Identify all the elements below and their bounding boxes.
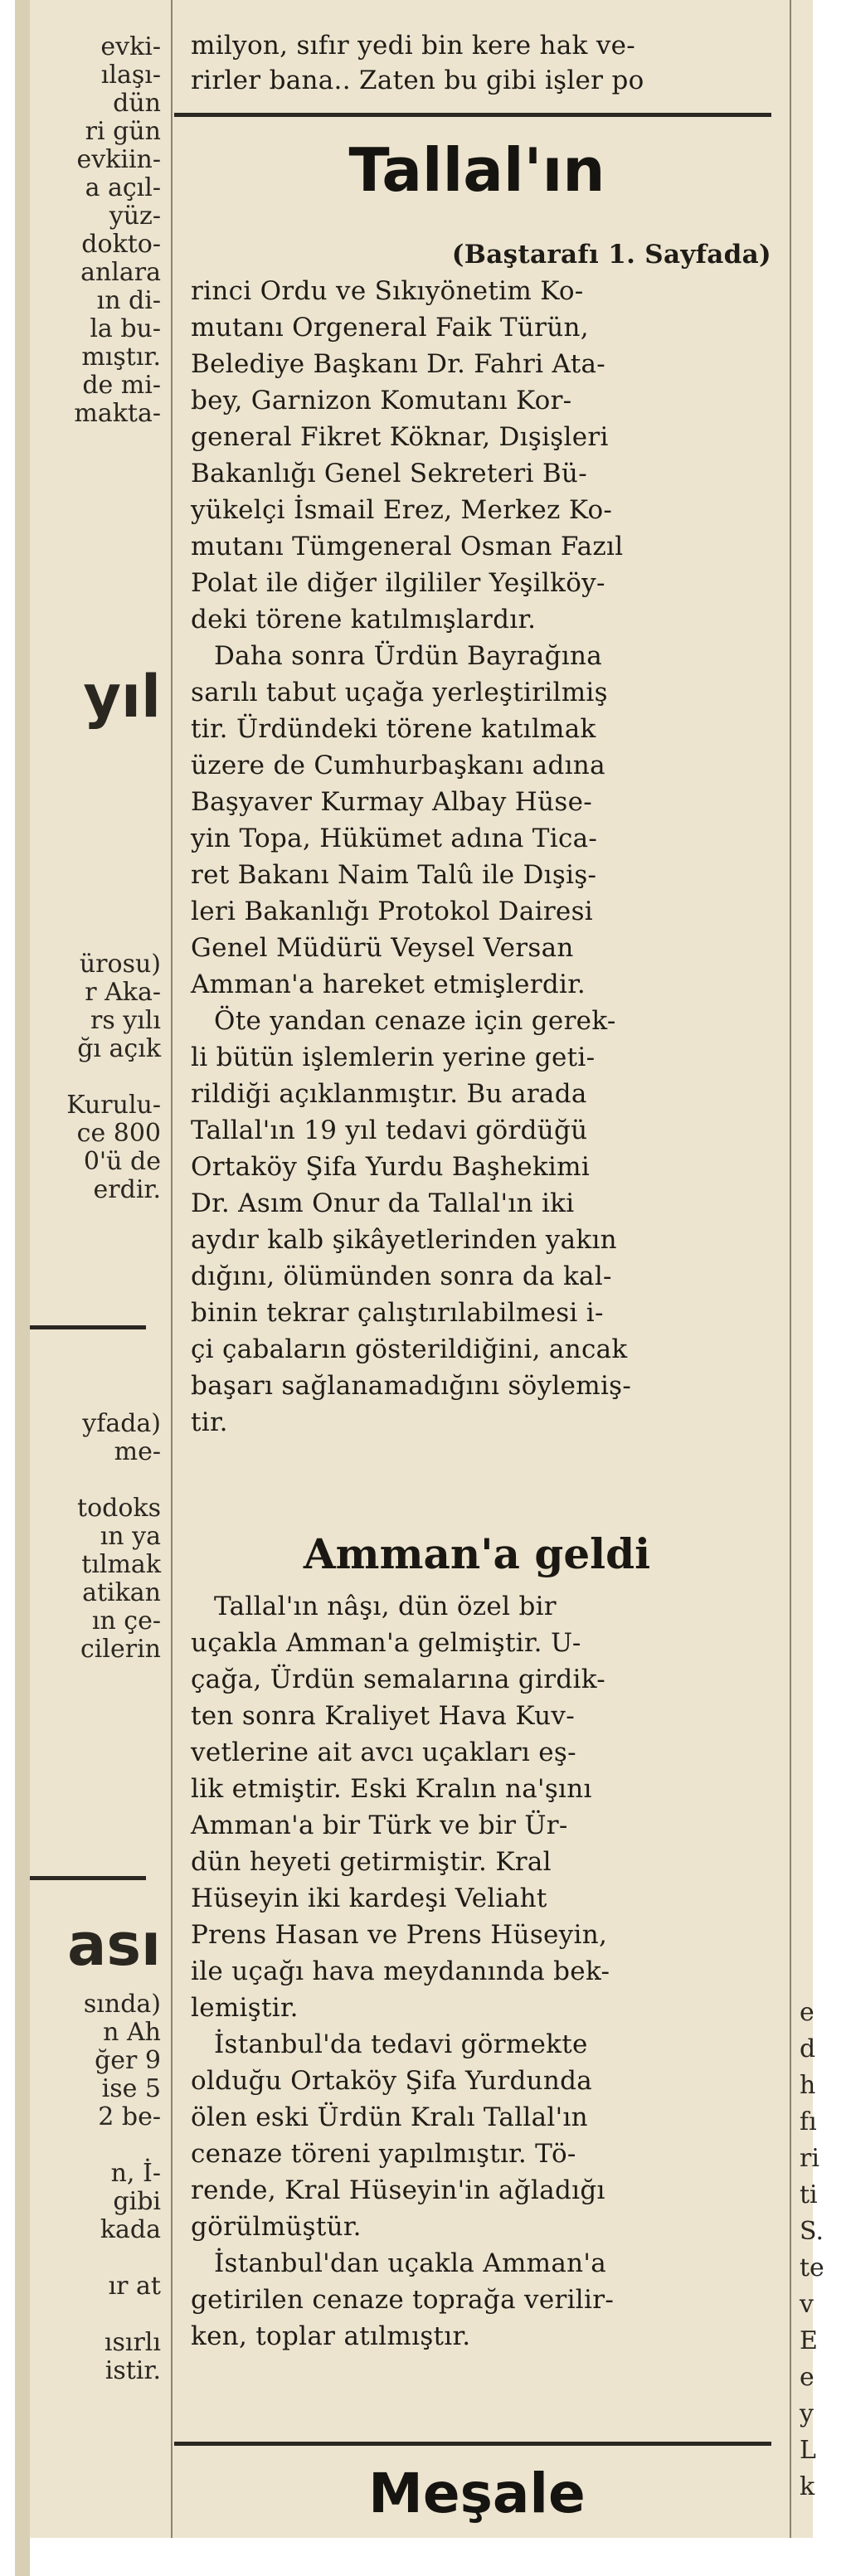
left-column-line: makta- bbox=[74, 399, 161, 428]
article-text-line: Genel Müdürü Veysel Versan bbox=[191, 933, 574, 963]
left-column-rule bbox=[30, 1876, 146, 1880]
left-column-line: ri gün bbox=[85, 117, 161, 146]
right-column-line: k bbox=[800, 2472, 815, 2501]
left-column-line: de mi- bbox=[82, 371, 161, 400]
right-column-line: te bbox=[800, 2253, 824, 2282]
article-text-line: getirilen cenaze toprağa verilir- bbox=[191, 2285, 615, 2315]
article-text-line: Tallal'ın 19 yıl tedavi gördüğü bbox=[191, 1115, 588, 1145]
article-text-line: ölen eski Ürdün Kralı Tallal'ın bbox=[191, 2102, 588, 2132]
article-text-line: üzere de Cumhurbaşkanı adına bbox=[191, 751, 605, 780]
article-text-line: lik etmiştir. Eski Kralın na'şını bbox=[191, 1774, 592, 1804]
right-column-line: e bbox=[800, 1998, 814, 2027]
article-text-line: bey, Garnizon Komutanı Kor- bbox=[191, 386, 572, 416]
article-text-line: Amman'a bir Türk ve bir Ür- bbox=[191, 1810, 568, 1840]
article-text-line: çi çabaların gösterildiğini, ancak bbox=[191, 1334, 628, 1364]
top-fragment-line: rirler bana.. Zaten bu gibi işler po bbox=[191, 66, 644, 95]
left-column-line: ın çe- bbox=[91, 1606, 161, 1636]
left-column-line: ılaşı- bbox=[100, 61, 161, 90]
left-column-line: ğer 9 bbox=[95, 2046, 161, 2075]
article-text-line: Ortaköy Şifa Yurdu Başhekimi bbox=[191, 1152, 591, 1182]
left-column-line: mıştır. bbox=[81, 343, 161, 372]
article-text-line: leri Bakanlığı Protokol Dairesi bbox=[191, 897, 594, 926]
article-text-line: ile uçağı hava meydanında bek- bbox=[191, 1956, 610, 1986]
left-column-line: ısırlı bbox=[104, 2328, 161, 2357]
right-column-line: fı bbox=[800, 2107, 817, 2136]
article-text-line: olduğu Ortaköy Şifa Yurdunda bbox=[191, 2066, 593, 2096]
bottom-rule bbox=[174, 2442, 771, 2446]
right-column-line: S. bbox=[800, 2217, 824, 2246]
article-text-line: rende, Kral Hüseyin'in ağladığı bbox=[191, 2175, 605, 2205]
left-column-line: ise 5 bbox=[101, 2074, 161, 2103]
top-fragment-line: milyon, sıfır yedi bin kere hak ve- bbox=[191, 31, 636, 61]
article-text-line: vetlerine ait avcı uçakları eş- bbox=[191, 1738, 576, 1767]
headline-rule bbox=[174, 113, 771, 117]
left-column-line: dokto- bbox=[81, 230, 161, 259]
left-heading-fragment: yıl bbox=[83, 663, 161, 731]
left-column-line: evki- bbox=[100, 32, 161, 61]
right-column-line: ti bbox=[800, 2180, 818, 2209]
left-column-line: me- bbox=[114, 1437, 161, 1466]
article-text-line: uçakla Amman'a gelmiştir. U- bbox=[191, 1628, 581, 1658]
left-heading-fragment: ası bbox=[67, 1911, 161, 1979]
left-column-line: tılmak bbox=[81, 1550, 161, 1579]
right-column-line: E bbox=[800, 2326, 818, 2355]
page-bottom-margin bbox=[30, 2538, 813, 2576]
left-column-line: kada bbox=[100, 2215, 161, 2244]
article-text-line: ken, toplar atılmıştır. bbox=[191, 2321, 471, 2351]
left-column-line: dün bbox=[113, 89, 161, 118]
left-column-line: la bu- bbox=[90, 314, 161, 343]
left-column-line: a açıl- bbox=[85, 173, 161, 202]
right-column-fragment bbox=[795, 0, 828, 2538]
article-text-line: Dr. Asım Onur da Tallal'ın iki bbox=[191, 1188, 575, 1218]
left-column-line: yüz- bbox=[109, 202, 161, 231]
right-column-line: L bbox=[800, 2436, 816, 2465]
article-text-line: Amman'a hareket etmişlerdir. bbox=[191, 970, 586, 999]
article-text-line: lemiştir. bbox=[191, 1993, 299, 2023]
article-text-line: rildiği açıklanmıştır. Bu arada bbox=[191, 1079, 587, 1109]
left-column-line: 0'ü de bbox=[83, 1147, 161, 1176]
article-text-line: Polat ile diğer ilgililer Yeşilköy- bbox=[191, 568, 605, 598]
article-text-line: yin Topa, Hükümet adına Tica- bbox=[191, 824, 598, 853]
left-column-rule bbox=[30, 1325, 146, 1329]
article-text-line: li bütün işlemlerin yerine geti- bbox=[191, 1043, 596, 1072]
right-column-line: v bbox=[800, 2290, 814, 2319]
article-text-line: Başyaver Kurmay Albay Hüse- bbox=[191, 787, 593, 817]
article-text-line: tir. bbox=[191, 1407, 228, 1437]
article-text-line: Daha sonra Ürdün Bayrağına bbox=[214, 641, 602, 671]
right-column-line: h bbox=[800, 2071, 816, 2100]
left-column-line: istir. bbox=[105, 2356, 161, 2385]
left-column-line: rs yılı bbox=[90, 1006, 161, 1035]
right-column-line: e bbox=[800, 2363, 814, 2392]
article-text-line: başarı sağlanamadığını söylemiş- bbox=[191, 1371, 632, 1401]
left-column-line: cilerin bbox=[80, 1635, 161, 1664]
left-column-line: evkiin- bbox=[76, 145, 161, 174]
right-column-line: d bbox=[800, 2034, 816, 2063]
article-text-line: çağa, Ürdün semalarına girdik- bbox=[191, 1665, 606, 1694]
continuation-note: (Baştarafı 1. Sayfada) bbox=[451, 240, 771, 270]
left-column-line: todoks bbox=[77, 1494, 161, 1523]
article-text-line: Belediye Başkanı Dr. Fahri Ata- bbox=[191, 349, 606, 379]
article-text-line: Prens Hasan ve Prens Hüseyin, bbox=[191, 1920, 608, 1950]
article-text-line: Bakanlığı Genel Sekreteri Bü- bbox=[191, 459, 587, 488]
article-text-line: İstanbul'da tedavi görmekte bbox=[214, 2029, 588, 2059]
article-text-line: yükelçi İsmail Erez, Merkez Ko- bbox=[191, 495, 613, 525]
left-column-line: ce 800 bbox=[76, 1119, 161, 1148]
article-text-line: cenaze töreni yapılmıştır. Tö- bbox=[191, 2139, 576, 2169]
left-column-line: ın ya bbox=[100, 1522, 161, 1551]
left-column-line: sında) bbox=[83, 1990, 161, 2019]
article-text-line: ret Bakanı Naim Talû ile Dışiş- bbox=[191, 860, 597, 890]
article-text-line: general Fikret Köknar, Dışişleri bbox=[191, 422, 609, 452]
article-text-line: binin tekrar çalıştırılabilmesi i- bbox=[191, 1298, 604, 1328]
article-text-line: mutanı Orgeneral Faik Türün, bbox=[191, 313, 589, 343]
article-text-line: dığını, ölümünden sonra da kal- bbox=[191, 1261, 612, 1291]
left-column-line: n Ah bbox=[103, 2018, 161, 2047]
left-column-line: ğı açık bbox=[77, 1034, 161, 1063]
left-column-fragment bbox=[30, 0, 171, 2538]
column-separator bbox=[171, 0, 173, 2538]
article-text-line: Tallal'ın nâşı, dün özel bir bbox=[214, 1592, 557, 1621]
article-text-line: tir. Ürdündeki törene katılmak bbox=[191, 714, 596, 744]
right-column-line: ri bbox=[800, 2144, 819, 2173]
article-text-line: İstanbul'dan uçakla Amman'a bbox=[214, 2248, 607, 2278]
article-text-line: dün heyeti getirmiştir. Kral bbox=[191, 1847, 552, 1877]
article-text-line: aydır kalb şikâyetlerinden yakın bbox=[191, 1225, 617, 1255]
article-text-line: sarılı tabut uçağa yerleştirilmiş bbox=[191, 678, 608, 707]
article-text-line: ten sonra Kraliyet Hava Kuv- bbox=[191, 1701, 575, 1731]
next-article-headline: Meşale bbox=[368, 2462, 586, 2525]
left-column-line: ürosu) bbox=[79, 950, 161, 979]
left-column-line: 2 be- bbox=[98, 2102, 161, 2131]
left-column-line: ır at bbox=[108, 2272, 161, 2301]
right-column-line: y bbox=[800, 2399, 814, 2428]
left-column-line: ın di- bbox=[96, 286, 161, 315]
article-headline: Tallal'ın bbox=[348, 135, 605, 205]
article-text-line: deki törene katılmışlardır. bbox=[191, 605, 537, 634]
article-subheading: Amman'a geldi bbox=[303, 1529, 651, 1578]
article-text-line: Öte yandan cenaze için gerek- bbox=[214, 1006, 616, 1036]
left-column-line: atikan bbox=[82, 1578, 161, 1607]
left-column-line: n, İ- bbox=[110, 2159, 161, 2188]
article-text-line: mutanı Tümgeneral Osman Fazıl bbox=[191, 532, 624, 561]
article-text-line: Hüseyin iki kardeşi Veliaht bbox=[191, 1883, 547, 1913]
column-separator bbox=[790, 0, 791, 2538]
left-column-line: yfada) bbox=[82, 1409, 161, 1438]
article-text-line: rinci Ordu ve Sıkıyönetim Ko- bbox=[191, 276, 584, 306]
left-column-line: r Aka- bbox=[85, 978, 161, 1007]
article-text-line: görülmüştür. bbox=[191, 2212, 362, 2242]
left-column-line: erdir. bbox=[93, 1175, 161, 1204]
left-column-line: gibi bbox=[113, 2187, 161, 2216]
left-column-line: anlara bbox=[80, 258, 161, 287]
left-column-line: Kurulu- bbox=[66, 1091, 161, 1120]
